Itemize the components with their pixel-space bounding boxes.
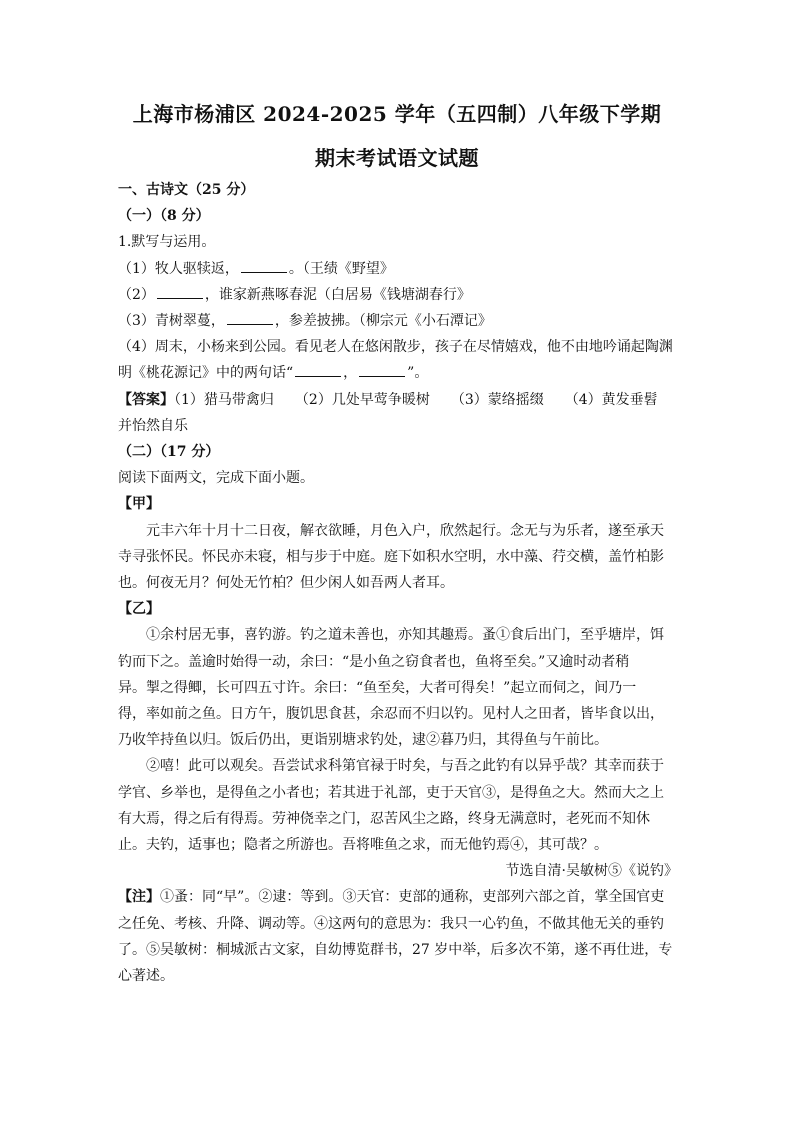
passage-line: 异。掣之得鲫，长可四五寸许。余曰：“鱼至矣，大者可得矣！”起立而伺之，间乃一 [118, 679, 637, 696]
passage-source: 节选自清·吴敏树⑤《说钓》 [505, 863, 678, 880]
title-line-2: 期末考试语文试题 [315, 146, 479, 170]
passage-line: 钓而下之。盖逾时始得一动，余曰：“是小鱼之窃食者也，鱼将至矣。”又逾时动者稍 [118, 653, 630, 670]
passage-line: 得，率如前之鱼。日方午，腹饥思食甚，余忍而不归以钓。见村人之田者，皆毕食以出， [118, 706, 664, 723]
part-heading: （一）（8 分） [118, 208, 210, 225]
text-label-jia: 【甲】 [118, 496, 160, 513]
passage-line: 乃收竿持鱼以归。饭后仍出，更诣别塘求钓处，逮②暮乃归，其得鱼与午前比。 [118, 732, 608, 749]
answer-line: 【答案】（1）猎马带禽归 （2）几处早莺争暖树 （3）蒙络摇缀 （4）黄发垂髫 [118, 391, 658, 408]
instruction: 阅读下面两文，完成下面小题。 [118, 470, 314, 487]
passage-line: 元丰六年十月十二日夜，解衣欲睡，月色入户，欣然起行。念无与为乐者，遂至承天 [146, 522, 664, 539]
answer-blank [157, 285, 203, 299]
passage-line: 寺寻张怀民。怀民亦未寝，相与步于中庭。庭下如积水空明，水中藻、荇交横，盖竹柏影 [118, 548, 664, 565]
notes-line: 心著述。 [118, 968, 174, 985]
passage-line: ①余村居无事，喜钓游。钓之道未善也，亦知其趣焉。蚤①食后出门，至乎塘岸，饵 [146, 627, 664, 644]
passage-line: ②嘻！此可以观矣。吾尝试求科第官禄于时矣，与吾之此钓有以异乎哉？其幸而获于 [146, 758, 664, 775]
question-stem: 1.默写与运用。 [118, 234, 216, 251]
notes-line: 【注】①蚤：同“早”。②逮：等到。③天官：吏部的通称，吏部列六部之首，掌全国官吏 [118, 889, 665, 906]
answer-blank [359, 363, 405, 377]
question-item: （3）青树翠蔓， ，参差披拂。（柳宗元《小石潭记》 [118, 313, 492, 330]
passage-line: 也。何夜无月？何处无竹柏？但少闲人如吾两人者耳。 [118, 575, 454, 592]
section-heading: 一、古诗文（25 分） [118, 182, 255, 198]
passage-line: 有大焉，得之后有得焉。劳神侥幸之门，忍苦风尘之路，终身无满意时，老死而不知休 [118, 810, 650, 827]
notes-line: 之任免、考核、升降、调动等。④这两句的意思为：我只一心钓鱼，不做其他无关的垂钓 [118, 915, 664, 932]
question-item: （1）牧人驱犊返， 。（王绩《野望》 [118, 260, 394, 277]
passage-line: 止。夫钓，适事也；隐者之所游也。吾将唯鱼之求，而无他钓焉④，其可哉？。 [118, 837, 608, 854]
notes-label: 【注】 [118, 889, 160, 906]
answer-blank [241, 259, 287, 273]
answer-blank [227, 311, 273, 325]
title-line-1: 上海市杨浦区 2024-2025 学年（五四制）八年级下学期 [132, 102, 662, 126]
part-heading: （二）（17 分） [118, 444, 220, 461]
notes-line: 了。⑤吴敏树：桐城派古文家，自幼博览群书，27 岁中举，后多次不第，遂不再仕进，专 [118, 941, 673, 958]
passage-line: 学官、乡举也，是得鱼之小者也；若其进于礼部，吏于天官③，是得鱼之大。然而大之上 [118, 784, 664, 801]
answer-label: 【答案】 [118, 391, 174, 408]
answer-blank [295, 363, 341, 377]
question-item: 明《桃花源记》中的两句话“ ， ”。 [118, 365, 429, 382]
exam-body [118, 177, 678, 989]
question-item: （2） ，谁家新燕啄春泥（白居易《钱塘湖春行》 [118, 286, 471, 303]
answer-line: 并怡然自乐 [118, 417, 188, 434]
question-item: （4）周末，小杨来到公园。看见老人在悠闲散步，孩子在尽情嬉戏，他不由地吟诵起陶渊 [118, 339, 673, 356]
text-label-yi: 【乙】 [118, 601, 160, 618]
